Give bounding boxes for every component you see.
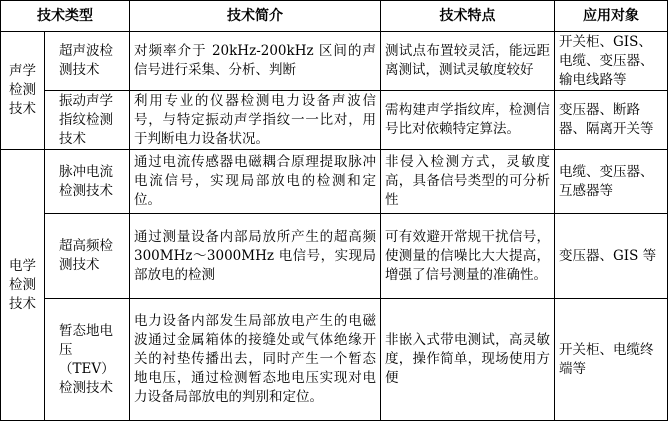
category-electrical: 电学 检测 技术: [1, 150, 45, 421]
header-row: [1, 1, 668, 32]
header-tech-intro: 技术简介: [130, 1, 381, 32]
tech-name-cell: 超声波检 测技术: [45, 32, 130, 91]
tech-features-cell: 非嵌入式带电测试，高灵敏度，操作简单，现场使用方便: [381, 299, 555, 421]
application-cell: 开关柜、电缆终端等: [555, 299, 668, 421]
header-tech-features: 技术特点: [381, 1, 555, 32]
tech-features-cell: 需构建声学指纹库，检测信号比对依赖特定算法。: [381, 91, 555, 150]
application-cell: 变压器、断路器、隔离开关等: [555, 91, 668, 150]
header-application: 应用对象: [555, 1, 668, 32]
tech-intro-cell: 通过测量设备内部局放所产生的超高频 300MHz～3000MHz 电信号，实现局部放电的检测: [130, 214, 381, 299]
application-cell: 开关柜、GIS、电缆、变压器、输电线路等: [555, 32, 668, 91]
tech-intro-cell: 电力设备内部发生局部放电产生的电磁波通过金属箱体的接缝处或气体绝缘开关的衬垫传播出去，同时产生一个暂态地电压，通过检测暂态地电压实现对电力设备局部放电的判别和定位。: [130, 299, 381, 421]
table-row: [1, 91, 668, 150]
tech-intro-cell: 对频率介于 20kHz-200kHz 区间的声信号进行采集、分析、判断: [130, 32, 381, 91]
tech-name-cell: 振动声学 指纹检测 技术: [45, 91, 130, 150]
category-acoustic: 声学 检测 技术: [1, 32, 45, 150]
table-row: [1, 32, 668, 91]
table-row: [1, 299, 668, 421]
table-row: [1, 214, 668, 299]
tech-intro-cell: 利用专业的仪器检测电力设备声波信号，与特定振动声学指纹一一比对，用于判断电力设备状况。: [130, 91, 381, 150]
tech-intro-cell: 通过电流传感器电磁耦合原理提取脉冲电流信号，实现局部放电的检测和定位。: [130, 150, 381, 214]
tech-features-cell: 测试点布置较灵活，能远距离测试，测试灵敏度较好: [381, 32, 555, 91]
table-row: [1, 150, 668, 214]
tech-name-cell: 超高频检 测技术: [45, 214, 130, 299]
tech-features-cell: 可有效避开常规干扰信号，使测量的信噪比大大提高，增强了信号测量的准确性。: [381, 214, 555, 299]
tech-features-cell: 非侵入检测方式，灵敏度高，具备信号类型的可分析性: [381, 150, 555, 214]
header-tech-type: 技术类型: [1, 1, 130, 32]
application-cell: 电缆、变压器、互感器等: [555, 150, 668, 214]
application-cell: 变压器、GIS 等: [555, 214, 668, 299]
tech-name-cell: 脉冲电流 检测技术: [45, 150, 130, 214]
tech-name-cell: 暂态地电 压（TEV） 检测技术: [45, 299, 130, 421]
